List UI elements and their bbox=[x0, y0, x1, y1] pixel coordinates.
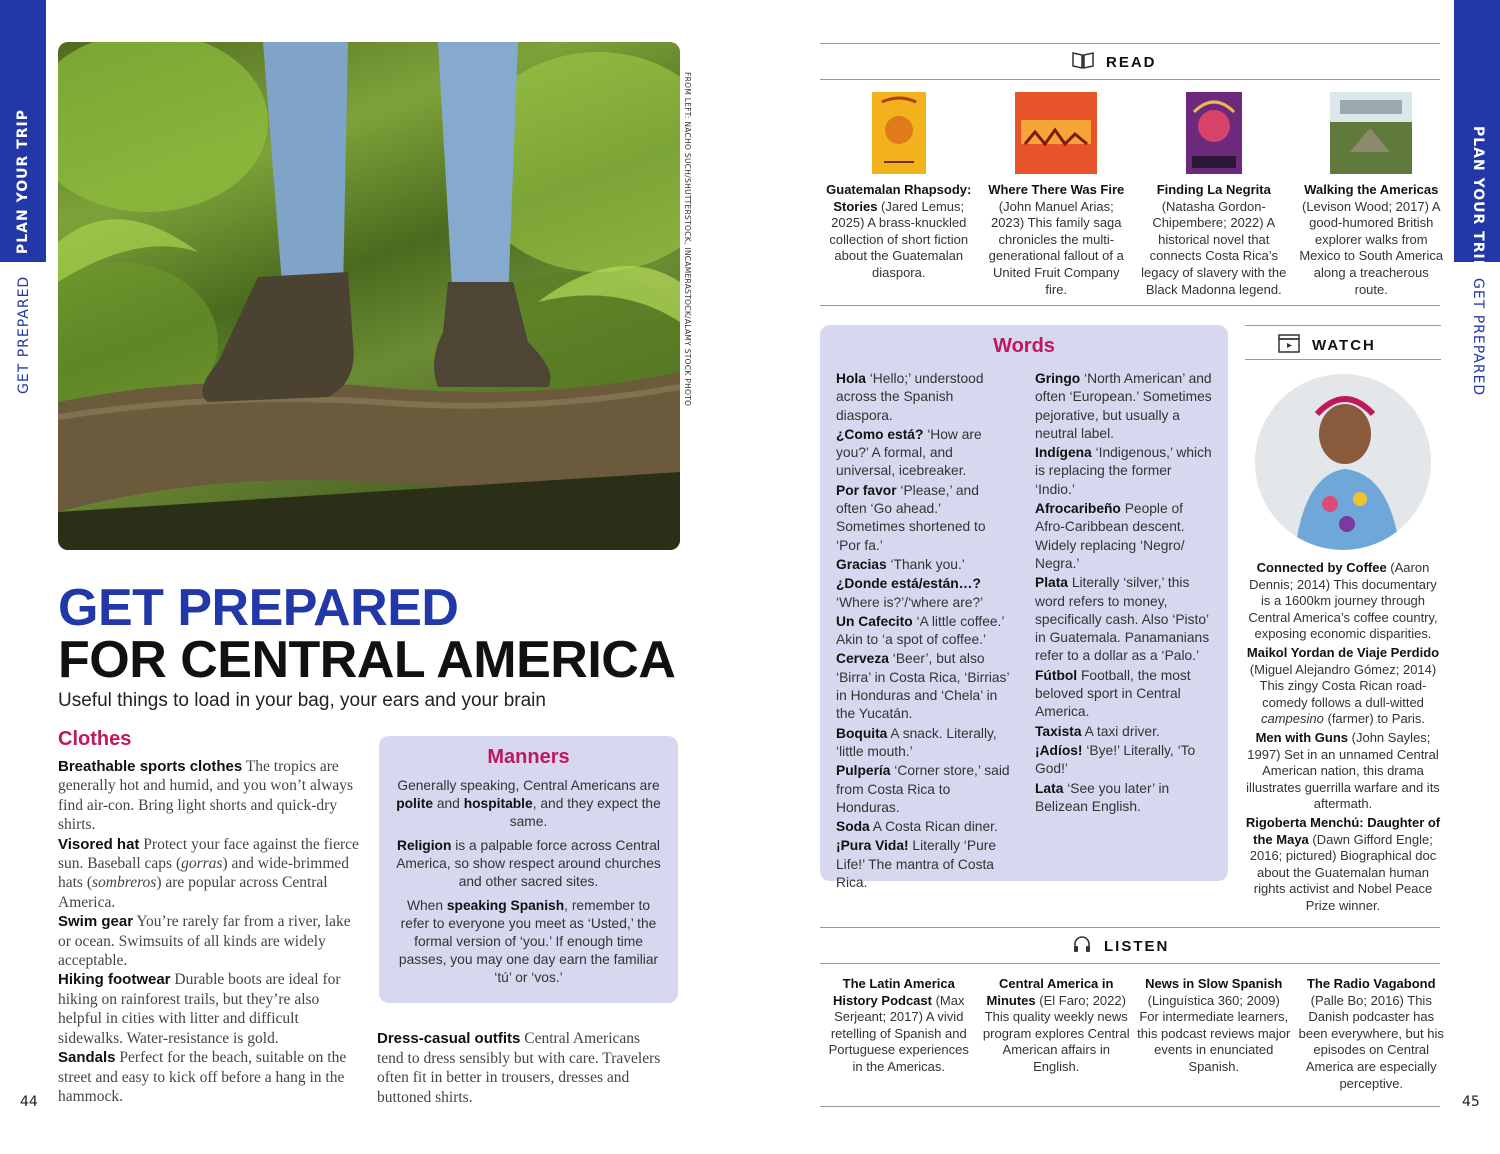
watch-item: Connected by Coffee (Aaron Dennis; 2014) This documentary is a 1600km journey through Central America’s coffee country, exposing economic disparities. bbox=[1248, 560, 1438, 642]
read-title-rule bbox=[820, 79, 1440, 80]
listen-item: News in Slow Spanish (Linguística 360; 2009) For intermediate learners, this podcast reviews major events in enunciated Spanish. bbox=[1137, 976, 1291, 1074]
manners-paragraph: Generally speaking, Central Americans are polite and hospitable, and they expect the same. bbox=[396, 778, 661, 829]
clothes-entry: Sandals Perfect for the beach, suitable on the street and easy to kick off before a hang in the hammock. bbox=[58, 1049, 347, 1105]
word-entry: Lata ‘See you later’ in Belizean English. bbox=[1035, 780, 1170, 814]
manners-paragraph: Religion is a palpable force across Central America, so show respect around churches and other sacred sites. bbox=[396, 838, 661, 889]
word-entry: ¡Pura Vida! Literally ‘Pure Life!’ The mantra of Costa Rica. bbox=[836, 838, 997, 891]
read-bottom-rule bbox=[820, 305, 1440, 306]
portrait-photo bbox=[1255, 374, 1431, 550]
word-entry: Gringo ‘North American’ and often ‘European.’ Sometimes pejorative, but usually a neutral label. bbox=[1035, 371, 1212, 441]
watch-item: Maikol Yordan de Viaje Perdido (Miguel Alejandro Gómez; 2014) This zingy Costa Rican road-comedy follows a dull-witted campesino (farmer) to Paris. bbox=[1246, 644, 1440, 727]
listen-title-rule bbox=[820, 963, 1440, 964]
manners-paragraph: When speaking Spanish, remember to refer to everyone you meet as ‘Usted,’ the formal version of ‘you.’ If enough time passes, you may one day earn the familiar ‘tú’ or ‘vos.’ bbox=[398, 898, 659, 985]
headphones-icon bbox=[1072, 934, 1092, 958]
watch-title-rule bbox=[1245, 359, 1441, 360]
word-entry: Taxista A taxi driver. bbox=[1035, 723, 1160, 739]
listen-title: LISTEN bbox=[1072, 934, 1169, 958]
clothes-entry: Hiking footwear Durable boots are ideal for hiking on rainforest trails, but they’re also helpful in cities with litter and difficult sidewalks. Water-resistance is gold. bbox=[58, 971, 341, 1047]
watch-top-rule bbox=[1245, 325, 1441, 326]
word-entry: ¿Donde está/están…? ‘Where is?’/‘where are?’ bbox=[836, 576, 984, 610]
words-column bbox=[836, 370, 1013, 893]
listen-top-rule bbox=[820, 927, 1440, 928]
word-entry: ¡Adíos! ‘Bye!’ Literally, ‘To God!’ bbox=[1035, 742, 1196, 777]
book-item: Walking the Americas (Levison Wood; 2017) A good-humored British explorer walks from Mexico to South America along a treacherous route. bbox=[1293, 92, 1451, 298]
word-entry: Un Cafecito ‘A little coffee.’ Akin to ‘a spot of coffee.’ bbox=[836, 613, 1004, 648]
word-entry: Plata Literally ‘silver,’ this word refers to money, specifically cash. Also ‘Pisto’ in Guatemala. Panamanians refer to a dollar as a ‘Palo.’ bbox=[1035, 575, 1210, 664]
watch-item: Rigoberta Menchú: Daughter of the Maya (Dawn Gifford Engle; 2016; pictured) Biographical doc about the Guatemalan human rights activist and Nobel Peace Prize winner. bbox=[1245, 814, 1441, 913]
words-heading: Words bbox=[993, 335, 1055, 357]
book-cover bbox=[1015, 92, 1097, 174]
clothes-entry: Breathable sports clothes The tropics are generally hot and humid, and you won’t always find air-con. Bring light shorts and quick-dry shirts. bbox=[58, 758, 354, 834]
page-number-left: 44 bbox=[20, 1094, 38, 1110]
dress-entry: Dress-casual outfits Central Americans tend to dress sensibly but with care. Travelers often fit in better in trousers, dresses and buttoned shirts. bbox=[377, 1030, 661, 1106]
word-entry: Boquita A snack. Literally, ‘little mouth.’ bbox=[836, 725, 997, 759]
listen-list bbox=[820, 976, 1450, 1092]
book-icon bbox=[1072, 50, 1094, 74]
side-tab-plan-label: PLAN YOUR TRIP bbox=[1470, 126, 1486, 271]
read-title: READ bbox=[1072, 50, 1157, 74]
manners-heading: Manners bbox=[487, 746, 570, 768]
book-item: Finding La Negrita (Natasha Gordon-Chipembere; 2022) A historical novel that connects Costa Rica’s legacy of slavery with the Black Madonna legend. bbox=[1135, 92, 1293, 298]
listen-item: The Latin America History Podcast (Max Serjeant; 2017) A vivid retelling of Spanish and Portuguese experiences in the Americas. bbox=[828, 976, 969, 1074]
word-entry: Gracias ‘Thank you.’ bbox=[836, 556, 965, 572]
clothes-entry: Visored hat Protect your face against the fierce sun. Baseball caps (gorras) and wide-brimmed hats (sombreros) are popular across Central America. bbox=[58, 835, 359, 911]
watch-title: WATCH bbox=[1278, 333, 1376, 357]
side-tab-get-label: GET PREPARED bbox=[16, 275, 32, 394]
side-tab-right bbox=[1454, 0, 1500, 1154]
words-box bbox=[820, 325, 1228, 891]
clothes-entry: Swim gear You’re rarely far from a river, lake or ocean. Swimsuits of all kinds are widely acceptable. bbox=[58, 913, 351, 970]
side-tab-left bbox=[0, 0, 46, 1154]
word-entry: Por favor ‘Please,’ and often ‘Go ahead.’ Sometimes shortened to ‘Por fa.’ bbox=[836, 482, 986, 553]
words-column bbox=[1035, 370, 1212, 893]
word-entry: Fútbol Football, the most beloved sport in Central America. bbox=[1035, 667, 1191, 720]
read-top-rule bbox=[820, 43, 1440, 44]
watch-section bbox=[1245, 374, 1441, 916]
clapperboard-icon bbox=[1278, 333, 1300, 357]
books-list bbox=[820, 92, 1450, 298]
listen-item: Central America in Minutes (El Faro; 2022) This quality weekly news program explores Central American affairs in English. bbox=[982, 976, 1130, 1074]
listen-bottom-rule bbox=[820, 1106, 1440, 1107]
book-cover bbox=[1330, 92, 1412, 174]
side-tab-get-label: GET PREPARED bbox=[1470, 278, 1486, 397]
book-cover bbox=[1186, 92, 1242, 174]
word-entry: Pulpería ‘Corner store,’ said from Costa Rica to Honduras. bbox=[836, 763, 1010, 815]
word-entry: ¿Como está? ‘How are you?’ A formal, and universal, icebreaker. bbox=[836, 426, 982, 479]
page-title-line1: GET PREPARED bbox=[58, 579, 459, 637]
word-entry: Soda A Costa Rican diner. bbox=[836, 819, 998, 835]
book-item: Guatemalan Rhapsody: Stories (Jared Lemus; 2025) A brass-knuckled collection of short fiction about the Guatemalan diaspora. bbox=[820, 92, 978, 298]
page-subtitle: Useful things to load in your bag, your ears and your brain bbox=[58, 690, 546, 711]
watch-item: Men with Guns (John Sayles; 1997) Set in an unnamed Central American nation, this drama illustrates guerrilla warfare and its aftermath. bbox=[1246, 729, 1440, 812]
photo-credit: FROM LEFT: NACHO SUCH/SHUTTERSTOCK, INCAMERASTOCK/ALAMY STOCK PHOTO bbox=[683, 72, 692, 407]
clothes-section bbox=[58, 728, 363, 1106]
manners-box bbox=[379, 736, 678, 1003]
word-entry: Indígena ‘Indigenous,’ which is replacing the former ‘Indio.’ bbox=[1035, 445, 1212, 497]
hiking-boots-photo bbox=[58, 42, 680, 550]
book-cover bbox=[872, 92, 926, 174]
clothes-entries bbox=[58, 757, 363, 1106]
book-item: Where There Was Fire (John Manuel Arias; 2023) This family saga chronicles the multi-generational fallout of a United Fruit Company fire. bbox=[978, 92, 1136, 298]
listen-item: The Radio Vagabond (Palle Bo; 2016) This Danish podcaster has been everywhere, but his episodes on Central America are especially perceptive. bbox=[1298, 976, 1444, 1091]
side-tab-plan-label: PLAN YOUR TRIP bbox=[15, 109, 31, 254]
page-title-line2: FOR CENTRAL AMERICA bbox=[58, 631, 676, 689]
word-entry: Cerveza ‘Beer’, but also ‘Birra’ in Costa Rica, ‘Birrias’ in Honduras and ‘Chela’ in the Yucatán. bbox=[836, 651, 1010, 722]
word-entry: Afrocaribeño People of Afro-Caribbean descent. Widely replacing ‘Negro/ Negra.’ bbox=[1035, 501, 1185, 571]
page-number-right: 45 bbox=[1462, 1094, 1480, 1110]
clothes-heading: Clothes bbox=[58, 728, 132, 750]
word-entry: Hola ‘Hello;’ understood across the Spanish diaspora. bbox=[836, 371, 984, 423]
